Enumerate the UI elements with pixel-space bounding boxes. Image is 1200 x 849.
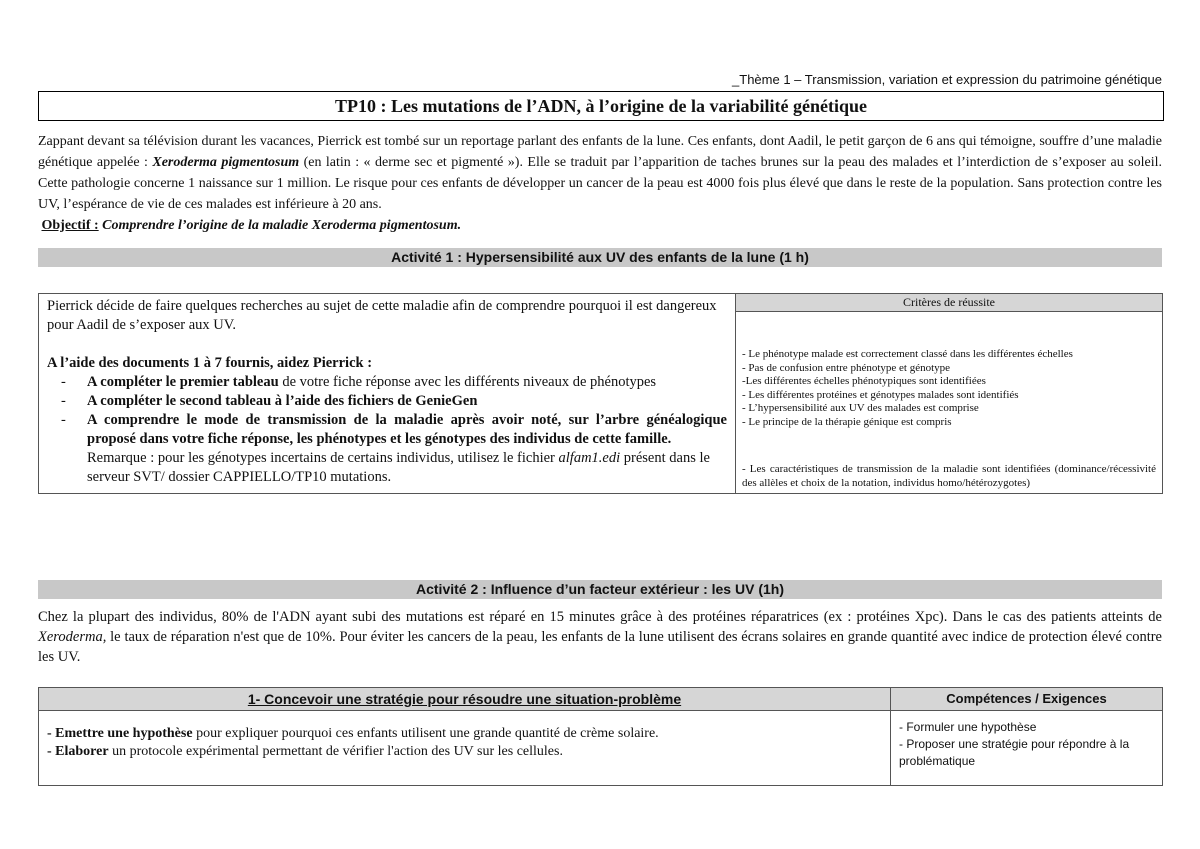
skill-item: - Proposer une stratégie pour répondre à la problématique xyxy=(899,737,1130,768)
strategy-item-rest: pour expliquer pourquoi ces enfants utilisent une grande quantité de crème solaire. xyxy=(192,726,659,741)
activity2-table xyxy=(38,687,1163,786)
task-item xyxy=(47,392,727,411)
activity2-title: Activité 2 : Influence d’un facteur extérieur : les UV (1h) xyxy=(38,580,1162,599)
task-item xyxy=(47,411,727,449)
intro-section xyxy=(38,131,1162,236)
skill-item: - Formuler une hypothèse xyxy=(899,720,1037,734)
strategy-item-bold: - Emettre une hypothèse xyxy=(47,726,193,741)
remark xyxy=(47,449,727,487)
criteria-item: -Les différentes échelles phénotypiques sont identifiées xyxy=(742,375,986,387)
strategy-item-rest: un protocole expérimental permettant de vérifier l'action des UV sur les cellules. xyxy=(108,744,563,759)
activity1-title: Activité 1 : Hypersensibilité aux UV des enfants de la lune (1 h) xyxy=(38,248,1162,267)
task3-bold: A comprendre le mode de transmission de la maladie après avoir noté, sur l’arbre généalogique proposé dans votre fiche réponse, les phénotypes et les génotypes des individus de cette famille. xyxy=(87,412,727,447)
strategy-cell xyxy=(39,711,891,786)
skills-header: Compétences / Exigences xyxy=(891,688,1163,711)
remark-file: alfam1.edi xyxy=(558,450,621,466)
remark-text-b: présent dans le serveur SVT/ dossier CAPPIELLO/TP10 mutations. xyxy=(87,450,710,485)
page-title: TP10 : Les mutations de l’ADN, à l’origine de la variabilité génétique xyxy=(38,91,1164,121)
objective-label: Objectif : xyxy=(41,218,99,233)
activity1-instructions xyxy=(39,294,736,494)
activity2-text-a: Chez la plupart des individus, 80% de l'ADN ayant subi des mutations est réparé en 15 minutes grâce à des protéines réparatrices (ex : protéines Xpc). Dans le cas des patients atteints de xyxy=(38,609,1162,625)
disease-name: Xeroderma pigmentosum xyxy=(152,155,300,170)
criteria-item: - L’hypersensibilité aux UV des malades est comprise xyxy=(742,402,979,414)
intro-text-b: (en latin : « derme sec et pigmenté »). Elle se traduit par l’apparition de taches brunes sur la peau des malades et l’interdiction de s’exposer au soleil. Cette pathologie concerne 1 naissance sur 1 million. Le risque pour ces enfants de développer un cancer de la peau est 4000 fois plus élevé que dans le reste de la population. Sans protection contre les UV, l’espérance de vie de ces malades est inférieure à 20 ans. xyxy=(38,155,1162,212)
task1-rest: de votre fiche réponse avec les différents niveaux de phénotypes xyxy=(278,374,657,390)
intro-text-a: Zappant devant sa télévision durant les vacances, Pierrick est tombé sur un reportage parlant des enfants de la lune. Ces enfants, dont Aadil, le petit garçon de 6 ans qui témoigne, souffre d’une maladie génétique appelée : xyxy=(38,134,1162,170)
strategy-item xyxy=(47,725,882,743)
objective xyxy=(38,215,1162,236)
criteria-item: - Les différentes protéines et génotypes malades sont identifiés xyxy=(742,388,1019,401)
activity2-disease: Xeroderma, xyxy=(38,629,107,645)
criteria-item: - Pas de confusion entre phénotype et génotype xyxy=(742,361,951,374)
strategy-header: 1- Concevoir une stratégie pour résoudre une situation-problème xyxy=(39,688,891,711)
activity1-intro: Pierrick décide de faire quelques recherches au sujet de cette maladie afin de comprendre pourquoi il est dangereux pour Aadil de s’exposer aux UV. xyxy=(47,298,717,333)
criteria-item: - Les caractéristiques de transmission de la maladie sont identifiées (dominance/récessivité des allèles et choix de la notation, individus homo/hétérozygotes) xyxy=(742,463,1156,489)
criteria-cell xyxy=(736,294,1163,494)
task-item xyxy=(47,373,727,392)
remark-text-a: Remarque : pour les génotypes incertains de certains individus, utilisez le fichier xyxy=(87,450,559,466)
activity1-lead: A l’aide des documents 1 à 7 fournis, aidez Pierrick : xyxy=(47,355,373,371)
criteria-item: - Le principe de la thérapie génique est compris xyxy=(742,415,952,428)
task1-bold: A compléter le premier tableau xyxy=(87,374,279,390)
skills-cell xyxy=(891,711,1163,786)
criteria-item: - Le phénotype malade est correctement classé dans les différentes échelles xyxy=(742,348,1073,360)
theme-header: _Thème 1 – Transmission, variation et expression du patrimoine génétique xyxy=(732,72,1162,87)
activity2-paragraph xyxy=(38,607,1162,667)
strategy-item-bold: - Elaborer xyxy=(47,744,109,759)
objective-text: Comprendre l’origine de la maladie Xeroderma pigmentosum. xyxy=(102,218,462,233)
task2-bold: A compléter le second tableau à l’aide des fichiers de GenieGen xyxy=(87,393,478,409)
activity2-text-b: le taux de réparation n'est que de 10%. Pour éviter les cancers de la peau, les enfants de la lune utilisent des écrans solaires en grande quantité avec indice de protection élevé contre les UV. xyxy=(38,629,1162,665)
intro-paragraph xyxy=(38,131,1162,215)
criteria-header: Critères de réussite xyxy=(736,294,1162,312)
activity1-table xyxy=(38,293,1163,494)
strategy-item xyxy=(47,743,882,761)
